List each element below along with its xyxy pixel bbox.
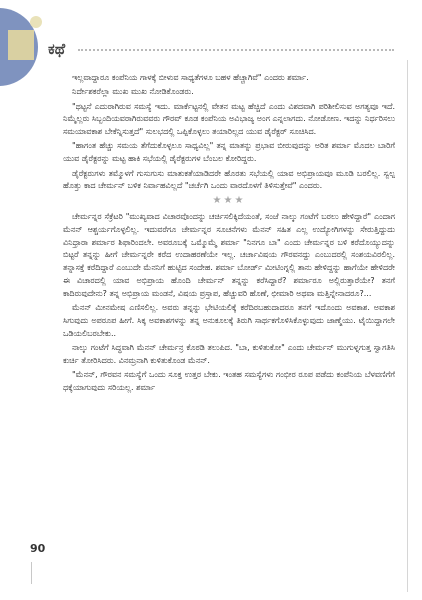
paragraph: ಮೆನನ್ ಮೀನಮೇಷ ಎಣಿಸಲಿಲ್ಲ. ಅವರು ತನ್ನನ್ನು ಭೇಟಿಯಲಿಕ್ಕೆ ಕರೆದಿರಬಹುದಾದರೂ ತನಗೆ ಇದೊಂದು ಅವಕಾಶ. ಅವಕಾಶ ಸಿಗುವುದು ಅಪರೂಪ ಹೀಗೆ. ಸಿಕ್ಕ ಅವಕಾಶಗಳನ್ನು ತನ್ನ ಅನುಕೂಲಕ್ಕೆ ತಿರುಗಿ ಸಾರ್ಥಕಗೊಳಿಸಿಕೊಳ್ಳುವುದು ಜಾಣ್ಮೆಯು. ಟೈಯಿದ್ದಾಗಲೇ ಒಡಿಯಲಿಬರಬೇಕು..	[63, 303, 395, 338]
paragraph: "ಮೆನನ್, ಗೌರವನ ಸಮಸ್ಯೆಗೆ ಒಂದು ಸೂಕ್ತ ಉತ್ತರ ಬೇಕು. ಇಂತಹ ಸಮಸ್ಯೆಗಳು ಗಂಭೀರ ರೂಪ ಪಡೆದು ಕಂಪೆನಿಯ ಬೆಳವಣಿಗೆಗೆ ಧಕ್ಕೆಯಾಗುವುದು ಸರಿಯಲ್ಲ. ಶರ್ಮಾ	[63, 370, 395, 392]
decorative-cream-block	[8, 30, 34, 60]
paragraph: ನಿರ್ದೇಶಕರೆಲ್ಲಾ ಮುಖ ಮುಖ ನೋಡಿಕೊಂಡರು.	[72, 87, 194, 97]
paragraph: ಚೇರ್ಮನ್ನರ ಸೆಕ್ರೆಟರಿ "ಮುಖ್ಯವಾದ ವಿಚಾರವೊಂದನ್ನು ಚರ್ಚಿಸಲಿಕ್ಕಿದೆಯಂತೆ, ಸಂಜೆ ನಾಲ್ಕು ಗಂಟೆಗೆ ಬರಲು ಹೇಳಿದ್ದಾರೆ" ಎಂದಾಗ ಮೆನನ್ ಆಶ್ಚರ್ಯಗೊಳ್ಳಲಿಲ್ಲ. ಇದುವರೆಗೂ ಚೇರ್ಮನ್ನರ ಸೂಚನೆಗಳು ಮೆನನ್ ಸಹಿತ ಎಲ್ಲ ಉದ್ಯೋಗಿಗಳನ್ನು ಸೇರುತ್ತಿದ್ದುದು ವಿನಿಧ್ರಾರಾ ಶರ್ಮಾರ ಶಿಫಾರಿಂದಲೇ. ಅವರೂಬಕ್ಕೆ ಒಮ್ಮೊಮ್ಮೆ ಶರ್ಮಾ "ನಿನಗೂ ಬಾ" ಎಂದು ಚೇರ್ಮನ್ನರ ಬಳಿ ಕರೆದೊಯ್ಯುದನ್ನು ಬಿಟ್ಟರೆ ತನ್ನನ್ನು ಹೀಗೆ ಚೇರ್ಮನ್ನರೇ ಕರೆದ ಉದಾಹರಣೆಯೇ ಇಲ್ಲ. ಚರ್ಚಾವಿಷಯ ಗೌರವನದ್ದು ಎಂಬುದರಲ್ಲಿ ಸಂಶಯವಿರಲಿಲ್ಲ. ತನ್ನಾಸಕ್ತೆ ಕರೆದಿದ್ದಾರೆ ಎಂಬುದೇ ಮೆನನಿಗೆ ಹುಟ್ಟಿದ ಸಂದೇಹ. ಶರ್ಮಾ ಬೋರ್ಡ್ ಮೀಟಿಂಗ್ನಲ್ಲಿ ತಾನು ಹೇಳಿದ್ದನ್ನು ಹಾಗೆಯೇ ಹೇಳಿದರೇ ಈ ವಿಚಾರದಲ್ಲಿ ಯಾವ ಅಭಿಪ್ರಾಯ ಹೊಂದಿ ಚೇರ್ಮನ್ ತನ್ನನ್ನು ಕರೆಸಿದ್ದಾರೆ? ಶರ್ಮಾರೂ ಅಲ್ಲಿರುತ್ತಾರೆಯೇ? ತನಗೆ ಕಾದಿರುವುದೇನು? ತನ್ನ ಅಭಿಪ್ರಾಯ ಮಂಡನೆ, ವಿಷಯ ಪ್ರಸ್ತಾಪ, ಹೆಚ್ಚುವರಿ ಹೊಣೆ, ಛೀಮಾರಿ ಅಥವಾ ಮತ್ತಿನ್ನೇನಾದರೂ?...	[63, 211, 395, 298]
corner-crop-line	[31, 562, 32, 584]
paragraph: "ಥಟ್ಟನೆ ಎದುರಾಗಿರುವ ಸಮಸ್ಯೆ ಇದು. ಮಾರ್ಕೆಟ್ಟನಲ್ಲಿ ವೇತನ ಮಟ್ಟ ಹೆಚ್ಚಿದೆ ಎಂದು ವಿಶದವಾಗಿ ಪರಿಶೀಲಿಸುವ ಅಗತ್ಯವೂ ಇದೆ. ನಿಮ್ಮೆಲ್ಲರು ಸಿಬ್ಬಂದಿಯವರಾಗಿರುವವರು ಗೌರವ್ ಕೂಡ ಕಂಪೆನಿಯ ಅವಿಭಾಜ್ಯ ಅಂಗ ಎನ್ನಲಾಗದು. ನೋಡೋಣ. ಇದನ್ನು ನಿರ್ಧರಿಸಲು ಸಮಯಾವಕಾಶ ಬೇಕೆನ್ನಿಸುತ್ತದೆ" ಸುಲಭದಲ್ಲಿ ಒಪ್ಪಿಕೊಳ್ಳಲು ತಯಾರಿಲ್ಲದ ಯುವ ಡೈರೆಕ್ಟರ್ ಸೂಚಿಸಿದ.	[63, 101, 395, 137]
page-number: 90	[30, 542, 46, 555]
section-separator: ★★★	[212, 195, 246, 207]
decorative-accent-dot	[30, 16, 42, 28]
page-edge-line	[407, 60, 408, 592]
paragraph: ನಾಲ್ಕು ಗಂಟೆಗೆ ಸಿದ್ಧವಾಗಿ ಮೆನನ್ ಚೇರ್ಮನ್ರ ಕೊಠಡಿ ತಲುಪಿದ. "ಬಾ, ಕುಳಿತುಕೋ" ಎಂದು ಚೇರ್ಮನ್ ಮುಗುಳ್ನಗುತ್ತ ಸ್ವಾಗತಿಸಿ ಕುರ್ಚಿ ತೋರಿಸಿದರು. ವಿನಮ್ರನಾಗಿ ಕುಳಿತುಕೊಂಡ ಮೆನನ್.	[63, 342, 395, 365]
article-body	[63, 72, 395, 396]
title-dotted-rule	[78, 49, 394, 51]
section-title: ಕಥೆ	[48, 40, 66, 58]
paragraph: ಡೈರೆಕ್ಟರುಗಳು ತಮ್ಮೊಳಗೆ ಗುಸುಗುಸು ಮಾತುಕತೆಯಾಡಿದರೇ ಹೊರತು ಸಭೆಯಲ್ಲಿ ಯಾವ ಅಭಿಪ್ರಾಯವೂ ಮೂಡಿ ಬರಲಿಲ್ಲ. ಸ್ವಲ್ಪ ಹೊತ್ತು ಕಾದ ಚೇರ್ಮನ್ ಬಳಿಕ ನಿರ್ವಾಹವಿಲ್ಲದೆ "ಚರ್ಚೆಗಿ ಒಂದು ವಾರದೊಳಗೆ ತಿಳಿಸುತ್ತೇವೆ" ಎಂದರು.	[63, 168, 395, 191]
paragraph: "ಹಾಗಂತ ಹೆಚ್ಚು ಸಮಯ ತೆಗೆದುಕೊಳ್ಳಲೂ ಸಾಧ್ಯವಿಲ್ಲ" ತನ್ನ ಮಾತನ್ನು ಪ್ರಭಾವ ಬೀರುವುದನ್ನು ಅರಿತ ಶರ್ಮಾ ಮೊದಲ ಬಾರಿಗೆ ಯುವ ಡೈರೆಕ್ಟರನ್ನು ಮಟ್ಟ ಹಾಕಿ ಸಭೆಯಲ್ಲಿ ಡೈರೆಕ್ಟರುಗಳ ಬೆಂಬಲ ಕೋರಿದ್ದರು.	[63, 141, 395, 164]
paragraph: ಇಲ್ಲವಾದ್ದಾರೂ ಕಂಪೆನಿಯ ಗಾಳಕ್ಕೆ ಬೀಳುವ ಸಾಧ್ಯತೆಗಳೂ ಬಹಳ ಹೆಚ್ಚಾಗಿವೆ" ಎಂದರು ಶರ್ಮಾ.	[72, 73, 309, 82]
